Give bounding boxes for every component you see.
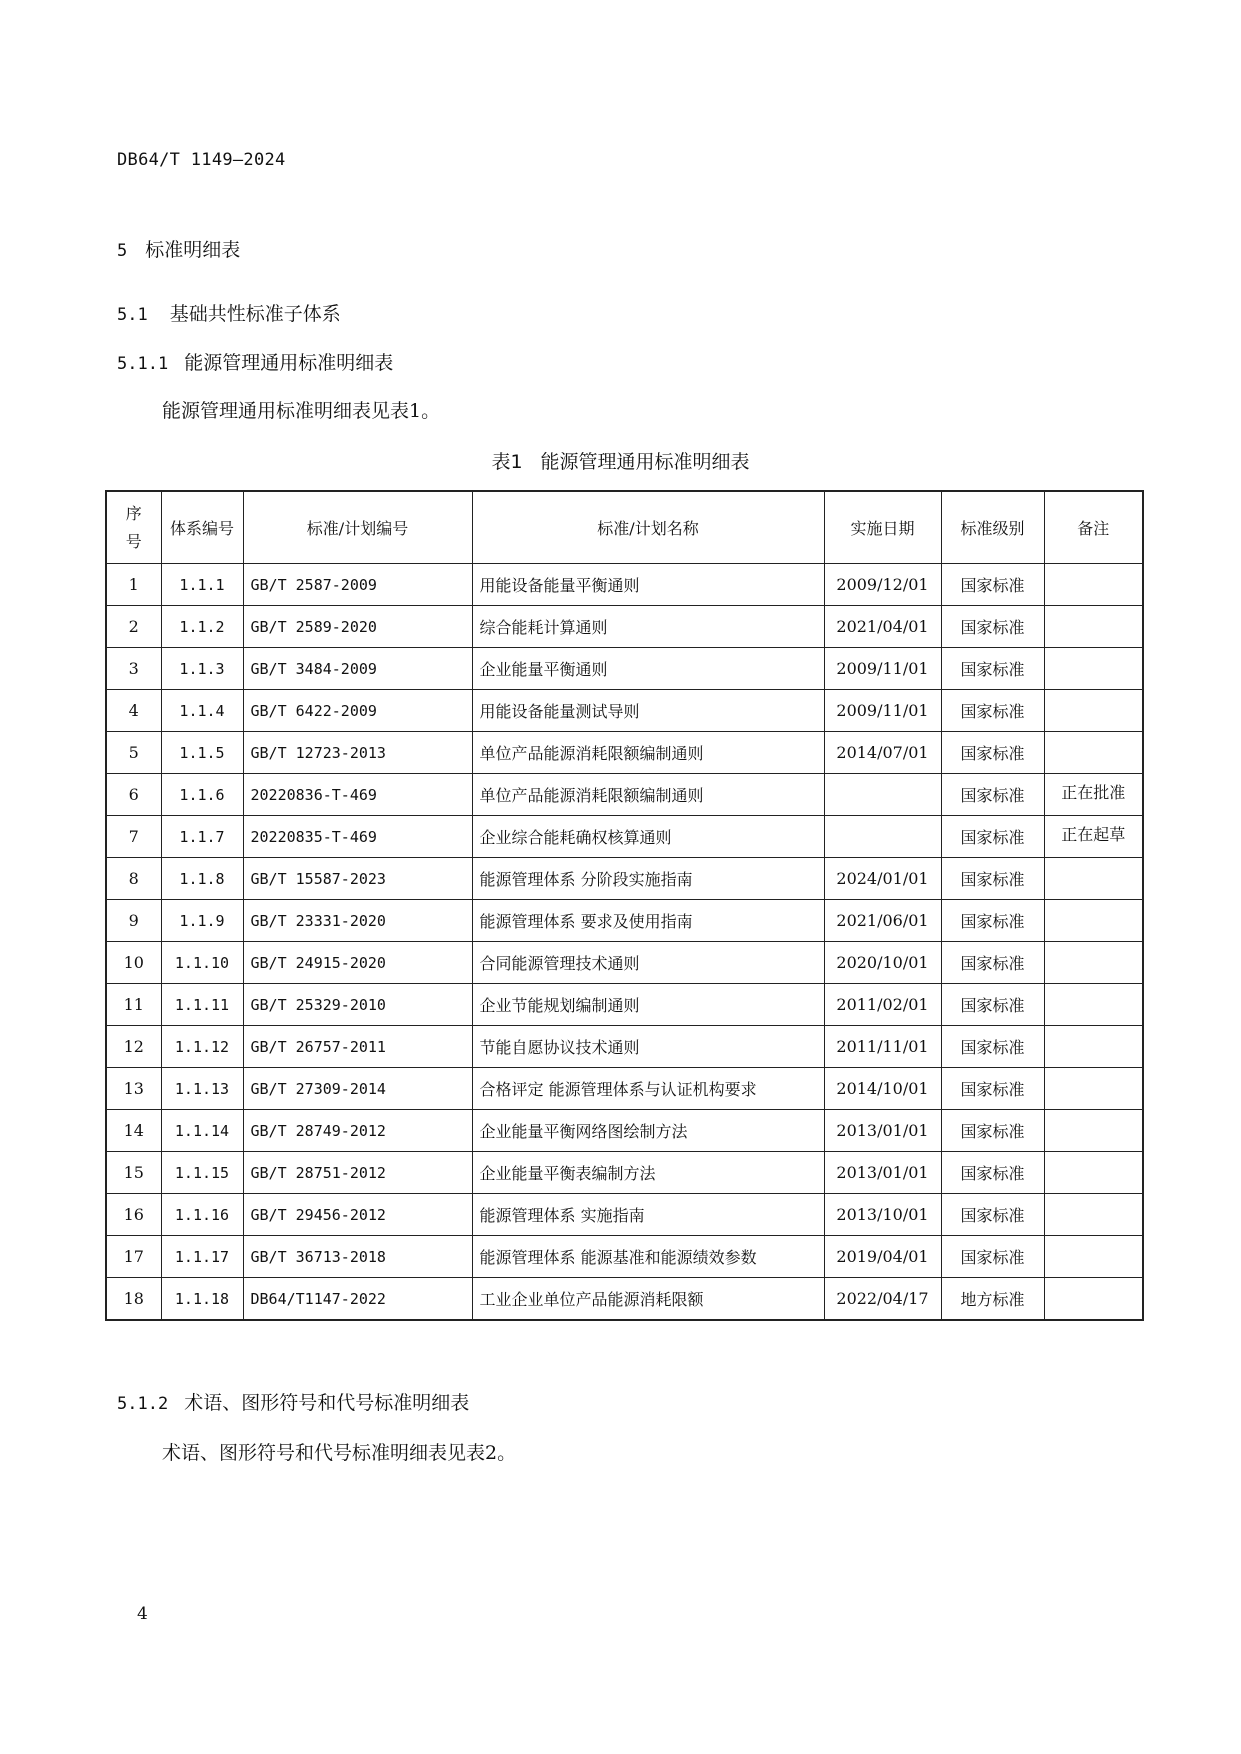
cell-system-code: 1.1.12 bbox=[161, 1026, 243, 1068]
cell-implementation-date: 2009/11/01 bbox=[824, 648, 941, 690]
section-5-1-heading bbox=[117, 299, 341, 326]
cell-remark bbox=[1044, 690, 1143, 732]
header-system-code: 体系编号 bbox=[161, 491, 243, 564]
cell-system-code: 1.1.16 bbox=[161, 1194, 243, 1236]
cell-system-code: 1.1.8 bbox=[161, 858, 243, 900]
cell-standard-code: GB/T 27309-2014 bbox=[243, 1068, 472, 1110]
section-title: 术语、图形符号和代号标准明细表 bbox=[184, 1392, 470, 1414]
cell-standard-name: 合同能源管理技术通则 bbox=[472, 942, 824, 984]
cell-seq: 1 bbox=[106, 564, 161, 606]
cell-implementation-date bbox=[824, 816, 941, 858]
cell-standard-code: 20220835-T-469 bbox=[243, 816, 472, 858]
cell-standard-code: GB/T 3484-2009 bbox=[243, 648, 472, 690]
cell-seq: 4 bbox=[106, 690, 161, 732]
cell-implementation-date: 2021/04/01 bbox=[824, 606, 941, 648]
cell-implementation-date: 2009/11/01 bbox=[824, 690, 941, 732]
cell-standard-name: 合格评定 能源管理体系与认证机构要求 bbox=[472, 1068, 824, 1110]
table-row bbox=[106, 858, 1143, 900]
cell-standard-name: 企业综合能耗确权核算通则 bbox=[472, 816, 824, 858]
cell-standard-name: 能源管理体系 分阶段实施指南 bbox=[472, 858, 824, 900]
cell-implementation-date: 2009/12/01 bbox=[824, 564, 941, 606]
cell-remark bbox=[1044, 648, 1143, 690]
cell-system-code: 1.1.11 bbox=[161, 984, 243, 1026]
cell-system-code: 1.1.9 bbox=[161, 900, 243, 942]
cell-remark bbox=[1044, 942, 1143, 984]
cell-system-code: 1.1.17 bbox=[161, 1236, 243, 1278]
cell-standard-code: GB/T 23331-2020 bbox=[243, 900, 472, 942]
table-row bbox=[106, 564, 1143, 606]
cell-standard-name: 能源管理体系 要求及使用指南 bbox=[472, 900, 824, 942]
cell-system-code: 1.1.2 bbox=[161, 606, 243, 648]
table-row bbox=[106, 774, 1143, 816]
cell-seq: 13 bbox=[106, 1068, 161, 1110]
cell-standard-level: 国家标准 bbox=[941, 1026, 1044, 1068]
cell-standard-name: 企业节能规划编制通则 bbox=[472, 984, 824, 1026]
section-number: 5.1 bbox=[117, 305, 148, 325]
cell-implementation-date: 2013/10/01 bbox=[824, 1194, 941, 1236]
cell-system-code: 1.1.5 bbox=[161, 732, 243, 774]
cell-system-code: 1.1.10 bbox=[161, 942, 243, 984]
cell-standard-level: 国家标准 bbox=[941, 606, 1044, 648]
cell-remark bbox=[1044, 1152, 1143, 1194]
cell-remark bbox=[1044, 1194, 1143, 1236]
cell-standard-level: 国家标准 bbox=[941, 858, 1044, 900]
cell-implementation-date: 2024/01/01 bbox=[824, 858, 941, 900]
cell-standard-level: 国家标准 bbox=[941, 1194, 1044, 1236]
cell-standard-name: 企业能量平衡表编制方法 bbox=[472, 1152, 824, 1194]
cell-standard-name: 单位产品能源消耗限额编制通则 bbox=[472, 774, 824, 816]
cell-standard-code: GB/T 36713-2018 bbox=[243, 1236, 472, 1278]
cell-standard-level: 国家标准 bbox=[941, 984, 1044, 1026]
cell-remark bbox=[1044, 564, 1143, 606]
cell-implementation-date: 2021/06/01 bbox=[824, 900, 941, 942]
cell-remark bbox=[1044, 900, 1143, 942]
cell-standard-level: 国家标准 bbox=[941, 1236, 1044, 1278]
table-label: 表1 bbox=[491, 451, 523, 473]
cell-remark bbox=[1044, 732, 1143, 774]
cell-remark bbox=[1044, 1278, 1143, 1321]
cell-standard-code: GB/T 29456-2012 bbox=[243, 1194, 472, 1236]
table-row bbox=[106, 1152, 1143, 1194]
table-title: 能源管理通用标准明细表 bbox=[540, 451, 750, 473]
section-5-heading bbox=[117, 235, 240, 262]
table-row bbox=[106, 816, 1143, 858]
cell-implementation-date: 2013/01/01 bbox=[824, 1110, 941, 1152]
cell-implementation-date: 2014/10/01 bbox=[824, 1068, 941, 1110]
cell-seq: 15 bbox=[106, 1152, 161, 1194]
cell-seq: 12 bbox=[106, 1026, 161, 1068]
cell-standard-name: 综合能耗计算通则 bbox=[472, 606, 824, 648]
cell-standard-code: GB/T 28751-2012 bbox=[243, 1152, 472, 1194]
cell-system-code: 1.1.14 bbox=[161, 1110, 243, 1152]
cell-standard-code: GB/T 26757-2011 bbox=[243, 1026, 472, 1068]
cell-system-code: 1.1.7 bbox=[161, 816, 243, 858]
cell-remark bbox=[1044, 984, 1143, 1026]
cell-remark bbox=[1044, 606, 1143, 648]
cell-standard-level: 国家标准 bbox=[941, 732, 1044, 774]
section-5-1-1-paragraph: 能源管理通用标准明细表见表1。 bbox=[162, 400, 441, 422]
cell-seq: 17 bbox=[106, 1236, 161, 1278]
cell-standard-code: GB/T 15587-2023 bbox=[243, 858, 472, 900]
cell-standard-name: 用能设备能量平衡通则 bbox=[472, 564, 824, 606]
cell-standard-code: 20220836-T-469 bbox=[243, 774, 472, 816]
cell-standard-level: 国家标准 bbox=[941, 564, 1044, 606]
cell-standard-level: 国家标准 bbox=[941, 1068, 1044, 1110]
cell-standard-code: GB/T 12723-2013 bbox=[243, 732, 472, 774]
document-code: DB64/T 1149—2024 bbox=[117, 150, 286, 170]
table-row bbox=[106, 648, 1143, 690]
section-5-1-2-paragraph: 术语、图形符号和代号标准明细表见表2。 bbox=[162, 1442, 517, 1464]
cell-remark bbox=[1044, 1068, 1143, 1110]
table-row bbox=[106, 690, 1143, 732]
cell-system-code: 1.1.18 bbox=[161, 1278, 243, 1321]
cell-seq: 14 bbox=[106, 1110, 161, 1152]
cell-remark: 正在批准 bbox=[1044, 774, 1143, 816]
cell-standard-level: 地方标准 bbox=[941, 1278, 1044, 1321]
cell-standard-name: 企业能量平衡网络图绘制方法 bbox=[472, 1110, 824, 1152]
header-standard-level: 标准级别 bbox=[941, 491, 1044, 564]
section-title: 能源管理通用标准明细表 bbox=[184, 352, 394, 374]
cell-seq: 9 bbox=[106, 900, 161, 942]
table-row bbox=[106, 900, 1143, 942]
cell-system-code: 1.1.13 bbox=[161, 1068, 243, 1110]
section-title: 标准明细表 bbox=[145, 239, 241, 261]
table-row bbox=[106, 1236, 1143, 1278]
header-seq: 序 号 bbox=[106, 491, 161, 564]
cell-standard-level: 国家标准 bbox=[941, 1152, 1044, 1194]
header-standard-name: 标准/计划名称 bbox=[472, 491, 824, 564]
cell-standard-code: DB64/T1147-2022 bbox=[243, 1278, 472, 1321]
cell-seq: 7 bbox=[106, 816, 161, 858]
cell-standard-code: GB/T 25329-2010 bbox=[243, 984, 472, 1026]
cell-seq: 5 bbox=[106, 732, 161, 774]
cell-implementation-date: 2011/11/01 bbox=[824, 1026, 941, 1068]
table-row bbox=[106, 984, 1143, 1026]
cell-standard-level: 国家标准 bbox=[941, 900, 1044, 942]
table-row bbox=[106, 1110, 1143, 1152]
section-number: 5.1.1 bbox=[117, 354, 169, 374]
cell-standard-name: 企业能量平衡通则 bbox=[472, 648, 824, 690]
section-5-1-1-heading bbox=[117, 348, 393, 375]
section-number: 5.1.2 bbox=[117, 1394, 169, 1414]
cell-standard-name: 能源管理体系 实施指南 bbox=[472, 1194, 824, 1236]
cell-implementation-date: 2020/10/01 bbox=[824, 942, 941, 984]
cell-seq: 16 bbox=[106, 1194, 161, 1236]
cell-standard-code: GB/T 28749-2012 bbox=[243, 1110, 472, 1152]
cell-standard-name: 单位产品能源消耗限额编制通则 bbox=[472, 732, 824, 774]
cell-seq: 6 bbox=[106, 774, 161, 816]
cell-remark: 正在起草 bbox=[1044, 816, 1143, 858]
cell-standard-code: GB/T 2589-2020 bbox=[243, 606, 472, 648]
cell-seq: 3 bbox=[106, 648, 161, 690]
table-row bbox=[106, 606, 1143, 648]
cell-standard-level: 国家标准 bbox=[941, 1110, 1044, 1152]
table-1-caption bbox=[0, 447, 1241, 474]
header-standard-code: 标准/计划编号 bbox=[243, 491, 472, 564]
cell-standard-name: 工业企业单位产品能源消耗限额 bbox=[472, 1278, 824, 1321]
cell-standard-level: 国家标准 bbox=[941, 942, 1044, 984]
cell-seq: 11 bbox=[106, 984, 161, 1026]
cell-implementation-date: 2011/02/01 bbox=[824, 984, 941, 1026]
cell-standard-code: GB/T 6422-2009 bbox=[243, 690, 472, 732]
table-row bbox=[106, 1278, 1143, 1321]
table-header-row bbox=[106, 491, 1143, 564]
cell-standard-name: 能源管理体系 能源基准和能源绩效参数 bbox=[472, 1236, 824, 1278]
cell-seq: 2 bbox=[106, 606, 161, 648]
cell-remark bbox=[1044, 858, 1143, 900]
table-row bbox=[106, 1026, 1143, 1068]
cell-seq: 10 bbox=[106, 942, 161, 984]
cell-implementation-date: 2013/01/01 bbox=[824, 1152, 941, 1194]
cell-implementation-date: 2019/04/01 bbox=[824, 1236, 941, 1278]
table-body bbox=[106, 564, 1143, 1321]
cell-standard-name: 节能自愿协议技术通则 bbox=[472, 1026, 824, 1068]
standards-table bbox=[105, 490, 1144, 1321]
header-remark: 备注 bbox=[1044, 491, 1143, 564]
cell-standard-name: 用能设备能量测试导则 bbox=[472, 690, 824, 732]
section-5-1-2-heading bbox=[117, 1388, 469, 1415]
cell-remark bbox=[1044, 1026, 1143, 1068]
cell-system-code: 1.1.4 bbox=[161, 690, 243, 732]
cell-system-code: 1.1.15 bbox=[161, 1152, 243, 1194]
header-implementation-date: 实施日期 bbox=[824, 491, 941, 564]
cell-remark bbox=[1044, 1110, 1143, 1152]
cell-standard-level: 国家标准 bbox=[941, 690, 1044, 732]
cell-implementation-date: 2022/04/17 bbox=[824, 1278, 941, 1321]
cell-implementation-date: 2014/07/01 bbox=[824, 732, 941, 774]
section-number: 5 bbox=[117, 241, 128, 261]
cell-system-code: 1.1.3 bbox=[161, 648, 243, 690]
cell-seq: 8 bbox=[106, 858, 161, 900]
cell-system-code: 1.1.1 bbox=[161, 564, 243, 606]
cell-seq: 18 bbox=[106, 1278, 161, 1321]
cell-standard-level: 国家标准 bbox=[941, 648, 1044, 690]
table-row bbox=[106, 942, 1143, 984]
table-row bbox=[106, 1068, 1143, 1110]
cell-standard-level: 国家标准 bbox=[941, 816, 1044, 858]
cell-system-code: 1.1.6 bbox=[161, 774, 243, 816]
section-title: 基础共性标准子体系 bbox=[169, 303, 341, 325]
page-number: 4 bbox=[137, 1604, 148, 1624]
cell-implementation-date bbox=[824, 774, 941, 816]
table-row bbox=[106, 1194, 1143, 1236]
cell-standard-code: GB/T 24915-2020 bbox=[243, 942, 472, 984]
cell-remark bbox=[1044, 1236, 1143, 1278]
cell-standard-level: 国家标准 bbox=[941, 774, 1044, 816]
table-row bbox=[106, 732, 1143, 774]
cell-standard-code: GB/T 2587-2009 bbox=[243, 564, 472, 606]
